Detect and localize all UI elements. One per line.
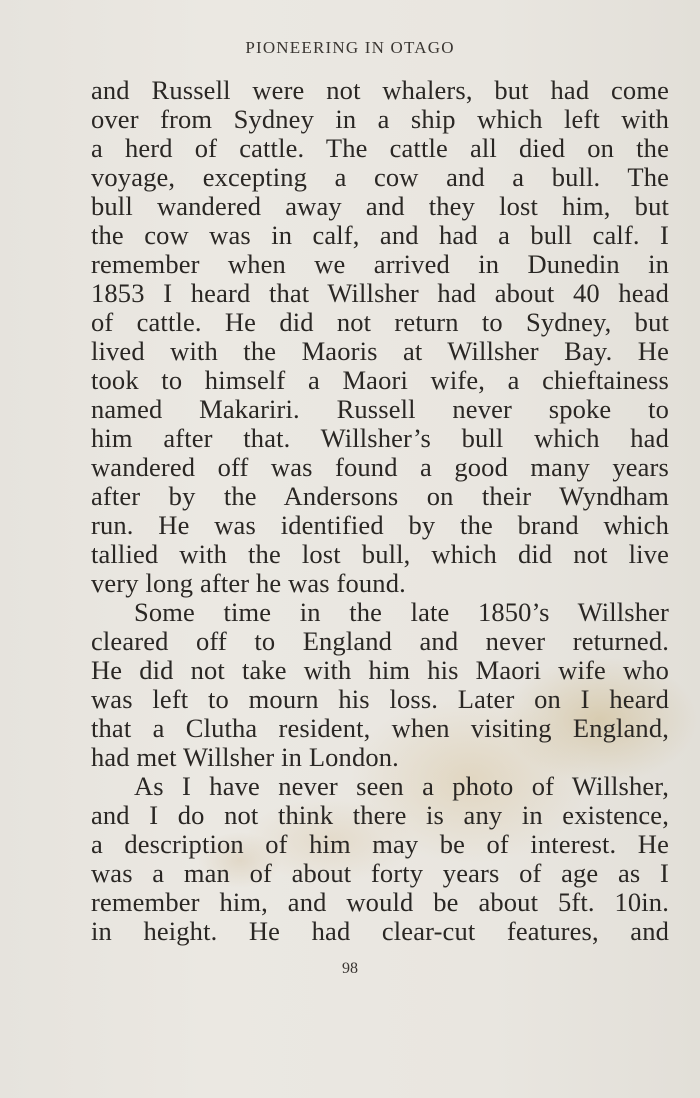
text-line: was left to mourn his loss. Later on I heard: [91, 684, 669, 714]
text-line: and Russell were not whalers, but had come: [91, 75, 669, 105]
text-line: the cow was in calf, and had a bull calf. I: [91, 220, 669, 250]
text-line: over from Sydney in a ship which left with: [91, 104, 669, 134]
running-head: PIONEERING IN OTAGO: [245, 38, 455, 57]
text-line: wandered off was found a good many years: [91, 452, 669, 482]
text-line: that a Clutha resident, when visiting England,: [91, 713, 669, 743]
text-line: after by the Andersons on their Wyndham: [91, 481, 669, 511]
text-line: voyage, excepting a cow and a bull. The: [91, 162, 669, 192]
text-line: He did not take with him his Maori wife who: [91, 655, 669, 685]
body-text: [91, 76, 669, 946]
text-line: cleared off to England and never returned.: [91, 626, 669, 656]
paragraph-last-line: very long after he was found.: [91, 568, 406, 598]
paragraph-first-line: As I have never seen a photo of Willsher,: [134, 771, 669, 801]
text-line: tallied with the lost bull, which did not live: [91, 539, 669, 569]
text-line: 1853 I heard that Willsher had about 40 head: [91, 278, 669, 308]
text-line: named Makariri. Russell never spoke to: [91, 394, 669, 424]
text-line: remember when we arrived in Dunedin in: [91, 249, 669, 279]
text-line: took to himself a Maori wife, a chieftainess: [91, 365, 669, 395]
text-line: bull wandered away and they lost him, but: [91, 191, 669, 221]
page-number: 98: [342, 960, 358, 977]
text-line: a herd of cattle. The cattle all died on the: [91, 133, 669, 163]
text-line: and I do not think there is any in existence,: [91, 800, 669, 830]
paragraph-last-line: had met Willsher in London.: [91, 742, 399, 772]
text-line: lived with the Maoris at Willsher Bay. He: [91, 336, 669, 366]
text-line: of cattle. He did not return to Sydney, but: [91, 307, 669, 337]
text-line: run. He was identified by the brand which: [91, 510, 669, 540]
text-line: a description of him may be of interest. He: [91, 829, 669, 859]
paragraph-first-line: Some time in the late 1850’s Willsher: [134, 597, 669, 627]
text-line: was a man of about forty years of age as I: [91, 858, 669, 888]
text-line: him after that. Willsher’s bull which had: [91, 423, 669, 453]
text-line: remember him, and would be about 5ft. 10in.: [91, 887, 669, 917]
text-line: in height. He had clear-cut features, and: [91, 916, 669, 946]
